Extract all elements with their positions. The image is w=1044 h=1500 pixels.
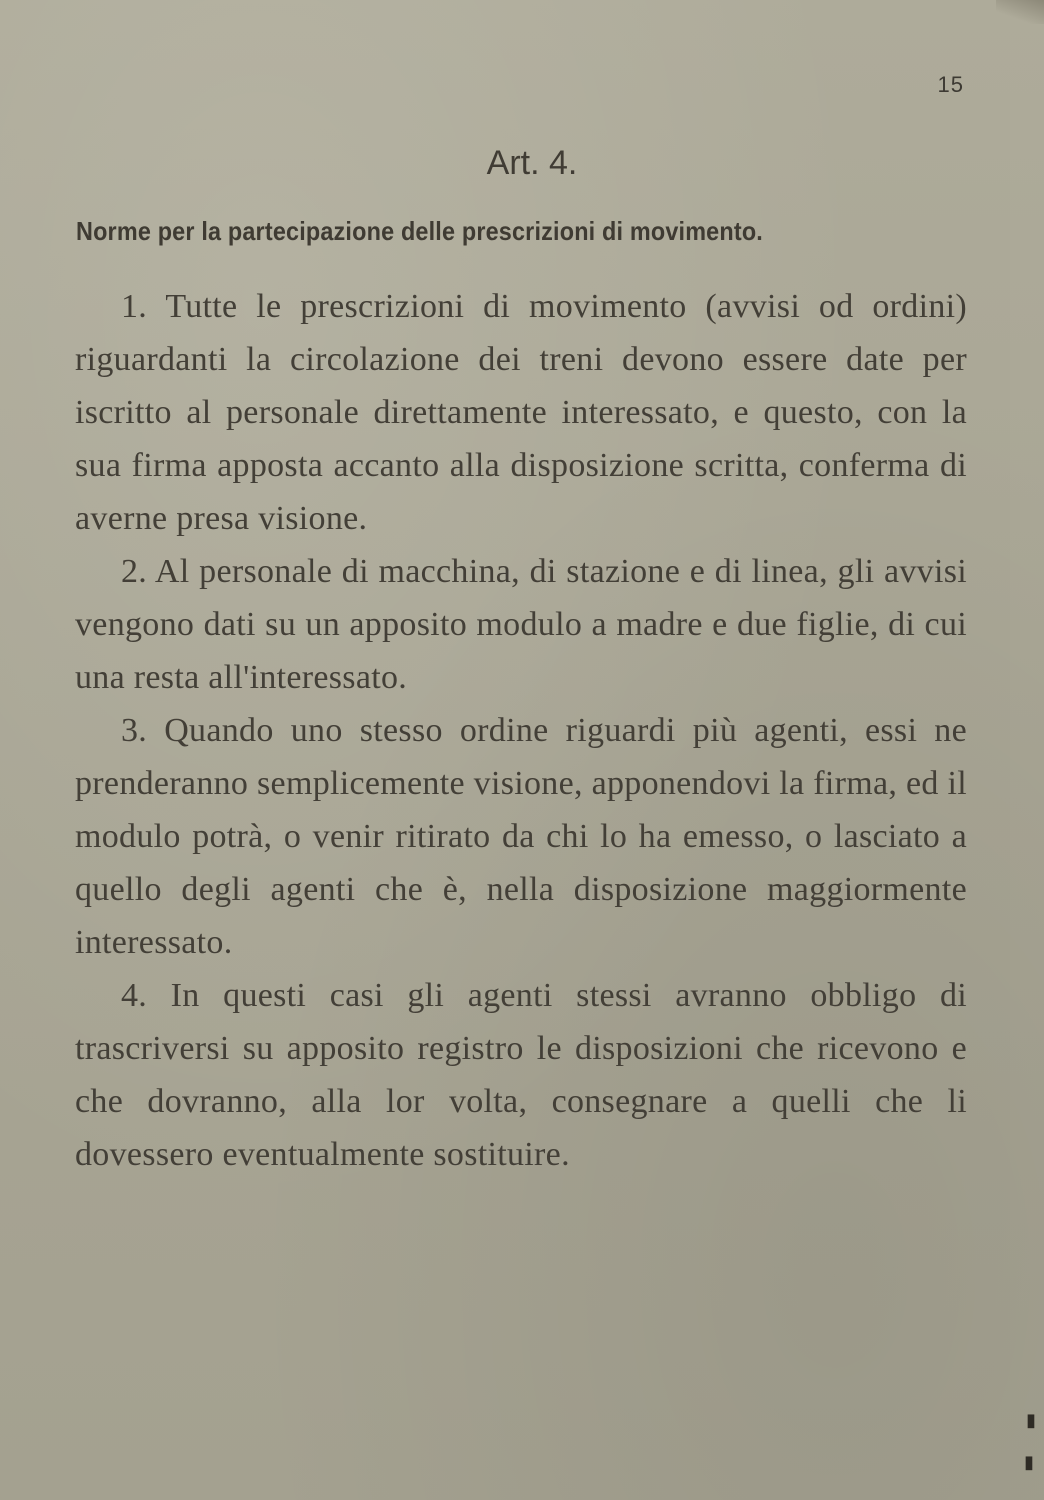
- page-corner-shadow: [996, 0, 1044, 24]
- section-heading: Norme per la partecipazione delle prescrizioni di movimento.: [76, 216, 763, 246]
- paragraph-4: 4. In questi casi gli agenti stessi avranno obbligo di trascriversi su apposito registro le disposizioni che ricevono e che dovranno, alla lor volta, consegnare a quelli che li dovessero eventualmente sostituire.: [75, 977, 967, 1173]
- article-title-text: Art. 4.: [486, 144, 578, 182]
- ink-smudge: ▮: [1024, 1452, 1034, 1473]
- ink-smudge: ▮: [1026, 1410, 1036, 1431]
- paragraph-3: 3. Quando uno stesso ordine riguardi più agenti, essi ne prenderanno semplicemente visione, apponendovi la firma, ed il modulo potrà, o venir ritirato da chi lo ha emesso, o lasciato a quello degli agenti che è, nella disposizione maggiormente interessato.: [75, 712, 967, 961]
- paragraph-2: 2. Al personale di macchina, di stazione e di linea, gli avvisi vengono dati su un apposito modulo a madre e due figlie, di cui una resta all'interessato.: [75, 553, 967, 696]
- page-number: 15: [937, 72, 964, 97]
- article-title: [0, 144, 1044, 183]
- paragraph-1: 1. Tutte le prescrizioni di movimento (avvisi od ordini) riguardanti la circolazione dei treni devono essere date per iscritto al personale direttamente interessato, e questo, con la sua firma apposta accanto alla disposizione scritta, conferma di averne presa visione.: [75, 288, 967, 537]
- article-body: [75, 280, 967, 1181]
